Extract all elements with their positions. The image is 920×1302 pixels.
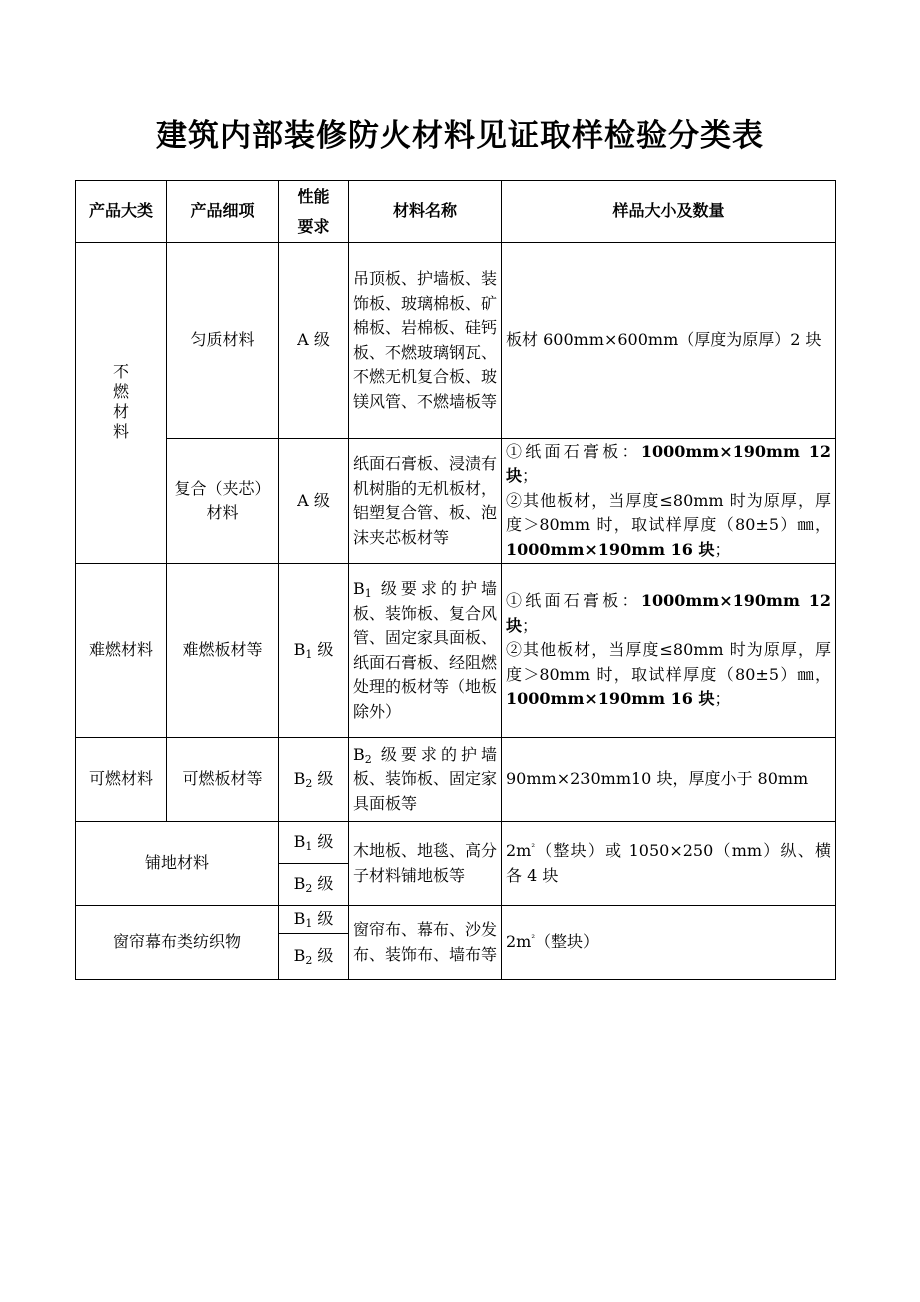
- sample-flame-a-bold: 1000mm×190mm 12 块: [506, 591, 831, 635]
- flooring-b1-main: B: [293, 832, 306, 852]
- sample-composite-b: ②其他板材，当厚度≤80mm 时为原厚，厚度＞80mm 时，取试样厚度（80±5）㎜，: [506, 490, 831, 535]
- cell-sample-combustible: 90mm×230mm10 块，厚度小于 80mm: [502, 738, 836, 822]
- cell-material-homogeneous: 吊顶板、护墙板、装饰板、玻璃棉板、矿棉板、岩棉板、硅钙板、不燃玻璃钢瓦、不燃无机复合板、玻镁风管、不燃墙板等: [349, 243, 502, 439]
- cell-grade-flame-retardant: [279, 564, 349, 738]
- material-b1-rest: 级要求的护墙板、装饰板、复合风管、固定家具面板、纸面石膏板、经阻燃处理的板材等（地板除外）: [353, 579, 498, 721]
- classification-table: [75, 180, 836, 980]
- sample-composite-a-prefix: ①纸面石膏板：: [506, 441, 641, 461]
- material-b1-sub: 1: [364, 587, 372, 600]
- sample-flame-a-prefix: ①纸面石膏板：: [506, 591, 641, 611]
- flooring-b2-sub: 2: [305, 882, 313, 896]
- textile-b2-sub: 2: [305, 954, 313, 968]
- textile-sample-pre: 2m: [506, 932, 532, 952]
- textile-b1-suffix: 级: [312, 909, 334, 929]
- grade-b2-suffix: 级: [312, 769, 334, 789]
- table-row: [76, 564, 836, 738]
- cell-material-flooring: 木地板、地毯、高分子材料铺地板等: [349, 822, 502, 906]
- material-b2-sub: 2: [364, 752, 372, 766]
- cell-category-textile: 窗帘幕布类纺织物: [76, 906, 279, 980]
- header-row: [76, 181, 836, 243]
- grade-b1-suffix: 级: [312, 640, 334, 660]
- cell-grade-textile-b1: [279, 906, 349, 934]
- item-composite-text: 复合（夹芯）材料: [174, 478, 271, 522]
- cell-grade-textile-b2: [279, 934, 349, 980]
- material-b2-main: B: [353, 744, 365, 764]
- category-noncombustible-text: 不燃材料: [112, 361, 129, 441]
- cell-material-flame-retardant: [349, 564, 502, 738]
- cell-grade-composite: A 级: [279, 439, 349, 564]
- textile-b1-sub: 1: [305, 917, 313, 931]
- header-performance: [279, 181, 349, 243]
- cell-item-composite: [167, 439, 279, 564]
- flooring-b2-suffix: 级: [312, 874, 334, 894]
- table-row: [76, 822, 836, 864]
- cell-item-homogeneous: 匀质材料: [167, 243, 279, 439]
- sample-composite-a-bold: 1000mm×190mm 12 块: [506, 441, 831, 486]
- sample-composite-a-suffix: ；: [522, 466, 539, 486]
- cell-item-flame-retardant: 难燃板材等: [167, 564, 279, 738]
- sample-flame-a-suffix: ；: [522, 615, 539, 635]
- cell-item-combustible: 可燃板材等: [167, 738, 279, 822]
- material-b2-rest: 级要求的护墙板、装饰板、固定家具面板等: [353, 744, 498, 813]
- flooring-sample-pre: 2m: [506, 841, 532, 860]
- header-performance-text: 性能要求: [297, 186, 330, 236]
- cell-sample-flame-retardant: [502, 564, 836, 738]
- textile-b2-suffix: 级: [312, 946, 334, 966]
- sample-composite-b-bold: 1000mm×190mm 16 块: [506, 539, 715, 559]
- header-material: 材料名称: [349, 181, 502, 243]
- textile-sample-sup: ²: [531, 934, 535, 945]
- page-title: 建筑内部装修防火材料见证取样检验分类表: [156, 118, 764, 154]
- cell-category-combustible: 可燃材料: [76, 738, 167, 822]
- cell-grade-flooring-b1: [279, 822, 349, 864]
- flooring-sample-post: （整块）或 1050×250（mm）纵、横各 4 块: [506, 841, 831, 885]
- flooring-b1-suffix: 级: [312, 832, 334, 852]
- cell-category-flooring: 铺地材料: [76, 822, 279, 906]
- grade-b1-sub: 1: [305, 648, 313, 662]
- cell-sample-homogeneous: 板材 600mm×600mm（厚度为原厚）2 块: [502, 243, 836, 439]
- sample-composite-b-suffix: ；: [714, 539, 731, 559]
- cell-sample-flooring: [502, 822, 836, 906]
- cell-material-textile: 窗帘布、幕布、沙发布、装饰布、墙布等: [349, 906, 502, 980]
- header-item: 产品细项: [167, 181, 279, 243]
- cell-material-composite: 纸面石膏板、浸渍有机树脂的无机板材，铝塑复合管、板、泡沫夹芯板材等: [349, 439, 502, 564]
- grade-b1-main: B: [293, 640, 306, 660]
- grade-b2-sub: 2: [305, 777, 313, 791]
- sample-flame-b-bold: 1000mm×190mm 16 块: [506, 689, 715, 709]
- material-b1-main: B: [353, 579, 365, 598]
- grade-b2-main: B: [293, 769, 306, 789]
- cell-category-noncombustible: [76, 243, 167, 564]
- table-row: [76, 906, 836, 934]
- table-row: [76, 738, 836, 822]
- sample-flame-b: ②其他板材，当厚度≤80mm 时为原厚，厚度＞80mm 时，取试样厚度（80±5）㎜，: [506, 640, 831, 684]
- cell-sample-textile: [502, 906, 836, 980]
- cell-grade-flooring-b2: [279, 864, 349, 906]
- cell-grade-homogeneous: A 级: [279, 243, 349, 439]
- cell-sample-composite: [502, 439, 836, 564]
- flooring-b1-sub: 1: [305, 840, 313, 854]
- header-sample: 样品大小及数量: [502, 181, 836, 243]
- textile-b1-main: B: [293, 909, 306, 929]
- cell-category-flame-retardant: 难燃材料: [76, 564, 167, 738]
- sample-flame-b-suffix: ；: [714, 689, 731, 709]
- header-category: 产品大类: [76, 181, 167, 243]
- flooring-b2-main: B: [293, 874, 306, 894]
- cell-material-combustible: [349, 738, 502, 822]
- textile-b2-main: B: [293, 946, 306, 966]
- cell-grade-combustible: [279, 738, 349, 822]
- textile-sample-post: （整块）: [534, 932, 599, 952]
- table-row: [76, 439, 836, 564]
- flooring-sample-sup: ²: [531, 843, 535, 853]
- table-row: [76, 243, 836, 439]
